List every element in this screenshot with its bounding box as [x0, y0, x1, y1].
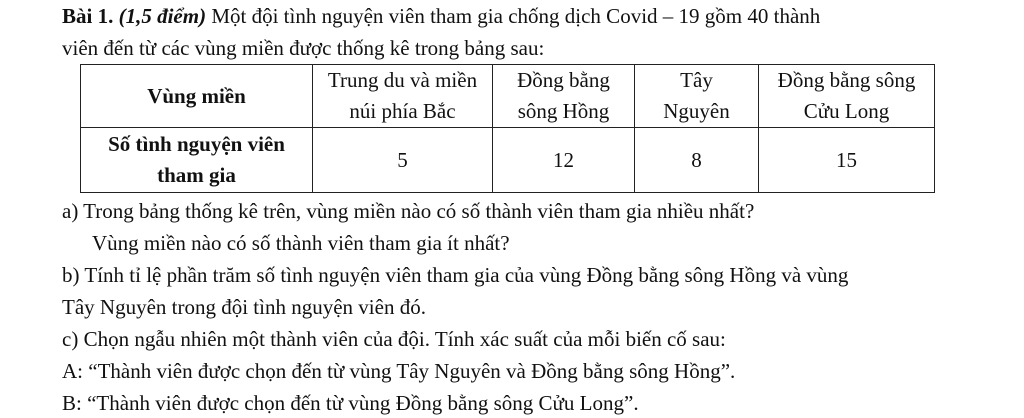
question-a-line-2: Vùng miền nào có số thành viên tham gia ít nhất?: [92, 231, 510, 255]
volunteers-header-line-1: Số tình nguyện viên: [108, 132, 285, 156]
table-row-volunteers: [81, 128, 935, 193]
table-cell-value-3: 8: [635, 128, 759, 193]
table-header-volunteers: [81, 128, 313, 193]
question-a-line-1: a) Trong bảng thống kê trên, vùng miền nào có số thành viên tham gia nhiều nhất?: [62, 199, 755, 223]
event-b-text: B: “Thành viên được chọn đến từ vùng Đồng bằng sông Cửu Long”.: [62, 391, 639, 415]
table-cell-value-1: 5: [313, 128, 493, 193]
volunteers-header-line-2: tham gia: [157, 163, 236, 187]
region-4-line-2: Cửu Long: [803, 99, 890, 123]
table-row-regions: [81, 65, 935, 128]
region-2-line-1: Đồng bằng: [517, 68, 610, 92]
region-3-line-1: Tây: [680, 68, 713, 92]
problem-label: Bài 1.: [62, 4, 114, 28]
region-4-line-1: Đồng bằng sông: [777, 68, 916, 92]
question-b-line-1: b) Tính tỉ lệ phần trăm số tình nguyện viên tham gia của vùng Đồng bằng sông Hồng và vùng: [62, 263, 849, 287]
table-cell-value-4: 15: [759, 128, 935, 193]
region-2-line-2: sông Hồng: [517, 99, 610, 123]
region-1-line-2: núi phía Bắc: [349, 99, 456, 123]
region-3-line-2: Nguyên: [663, 99, 730, 123]
table-header-region: Vùng miền: [81, 65, 313, 128]
question-c-line-1: c) Chọn ngẫu nhiên một thành viên của đội. Tính xác suất của mỗi biến cố sau:: [62, 327, 726, 351]
table-cell-region-3: [635, 65, 759, 128]
question-b-line-2: Tây Nguyên trong đội tình nguyện viên đó.: [62, 295, 426, 319]
region-1-line-1: Trung du và miền: [327, 68, 478, 92]
table-cell-region-4: [759, 65, 935, 128]
table-cell-region-1: [313, 65, 493, 128]
statistics-table: [80, 64, 935, 193]
table-cell-value-2: 12: [493, 128, 635, 193]
event-a-text: A: “Thành viên được chọn đến từ vùng Tây Nguyên và Đồng bằng sông Hồng”.: [62, 359, 736, 383]
problem-intro-line-2: viên đến từ các vùng miền được thống kê trong bảng sau:: [62, 36, 545, 60]
problem-score: (1,5 điểm): [118, 4, 207, 28]
table-cell-region-2: [493, 65, 635, 128]
problem-intro-line-1: [62, 6, 820, 27]
problem-intro-text-1: Một đội tình nguyện viên tham gia chống dịch Covid – 19 gồm 40 thành: [206, 4, 821, 28]
